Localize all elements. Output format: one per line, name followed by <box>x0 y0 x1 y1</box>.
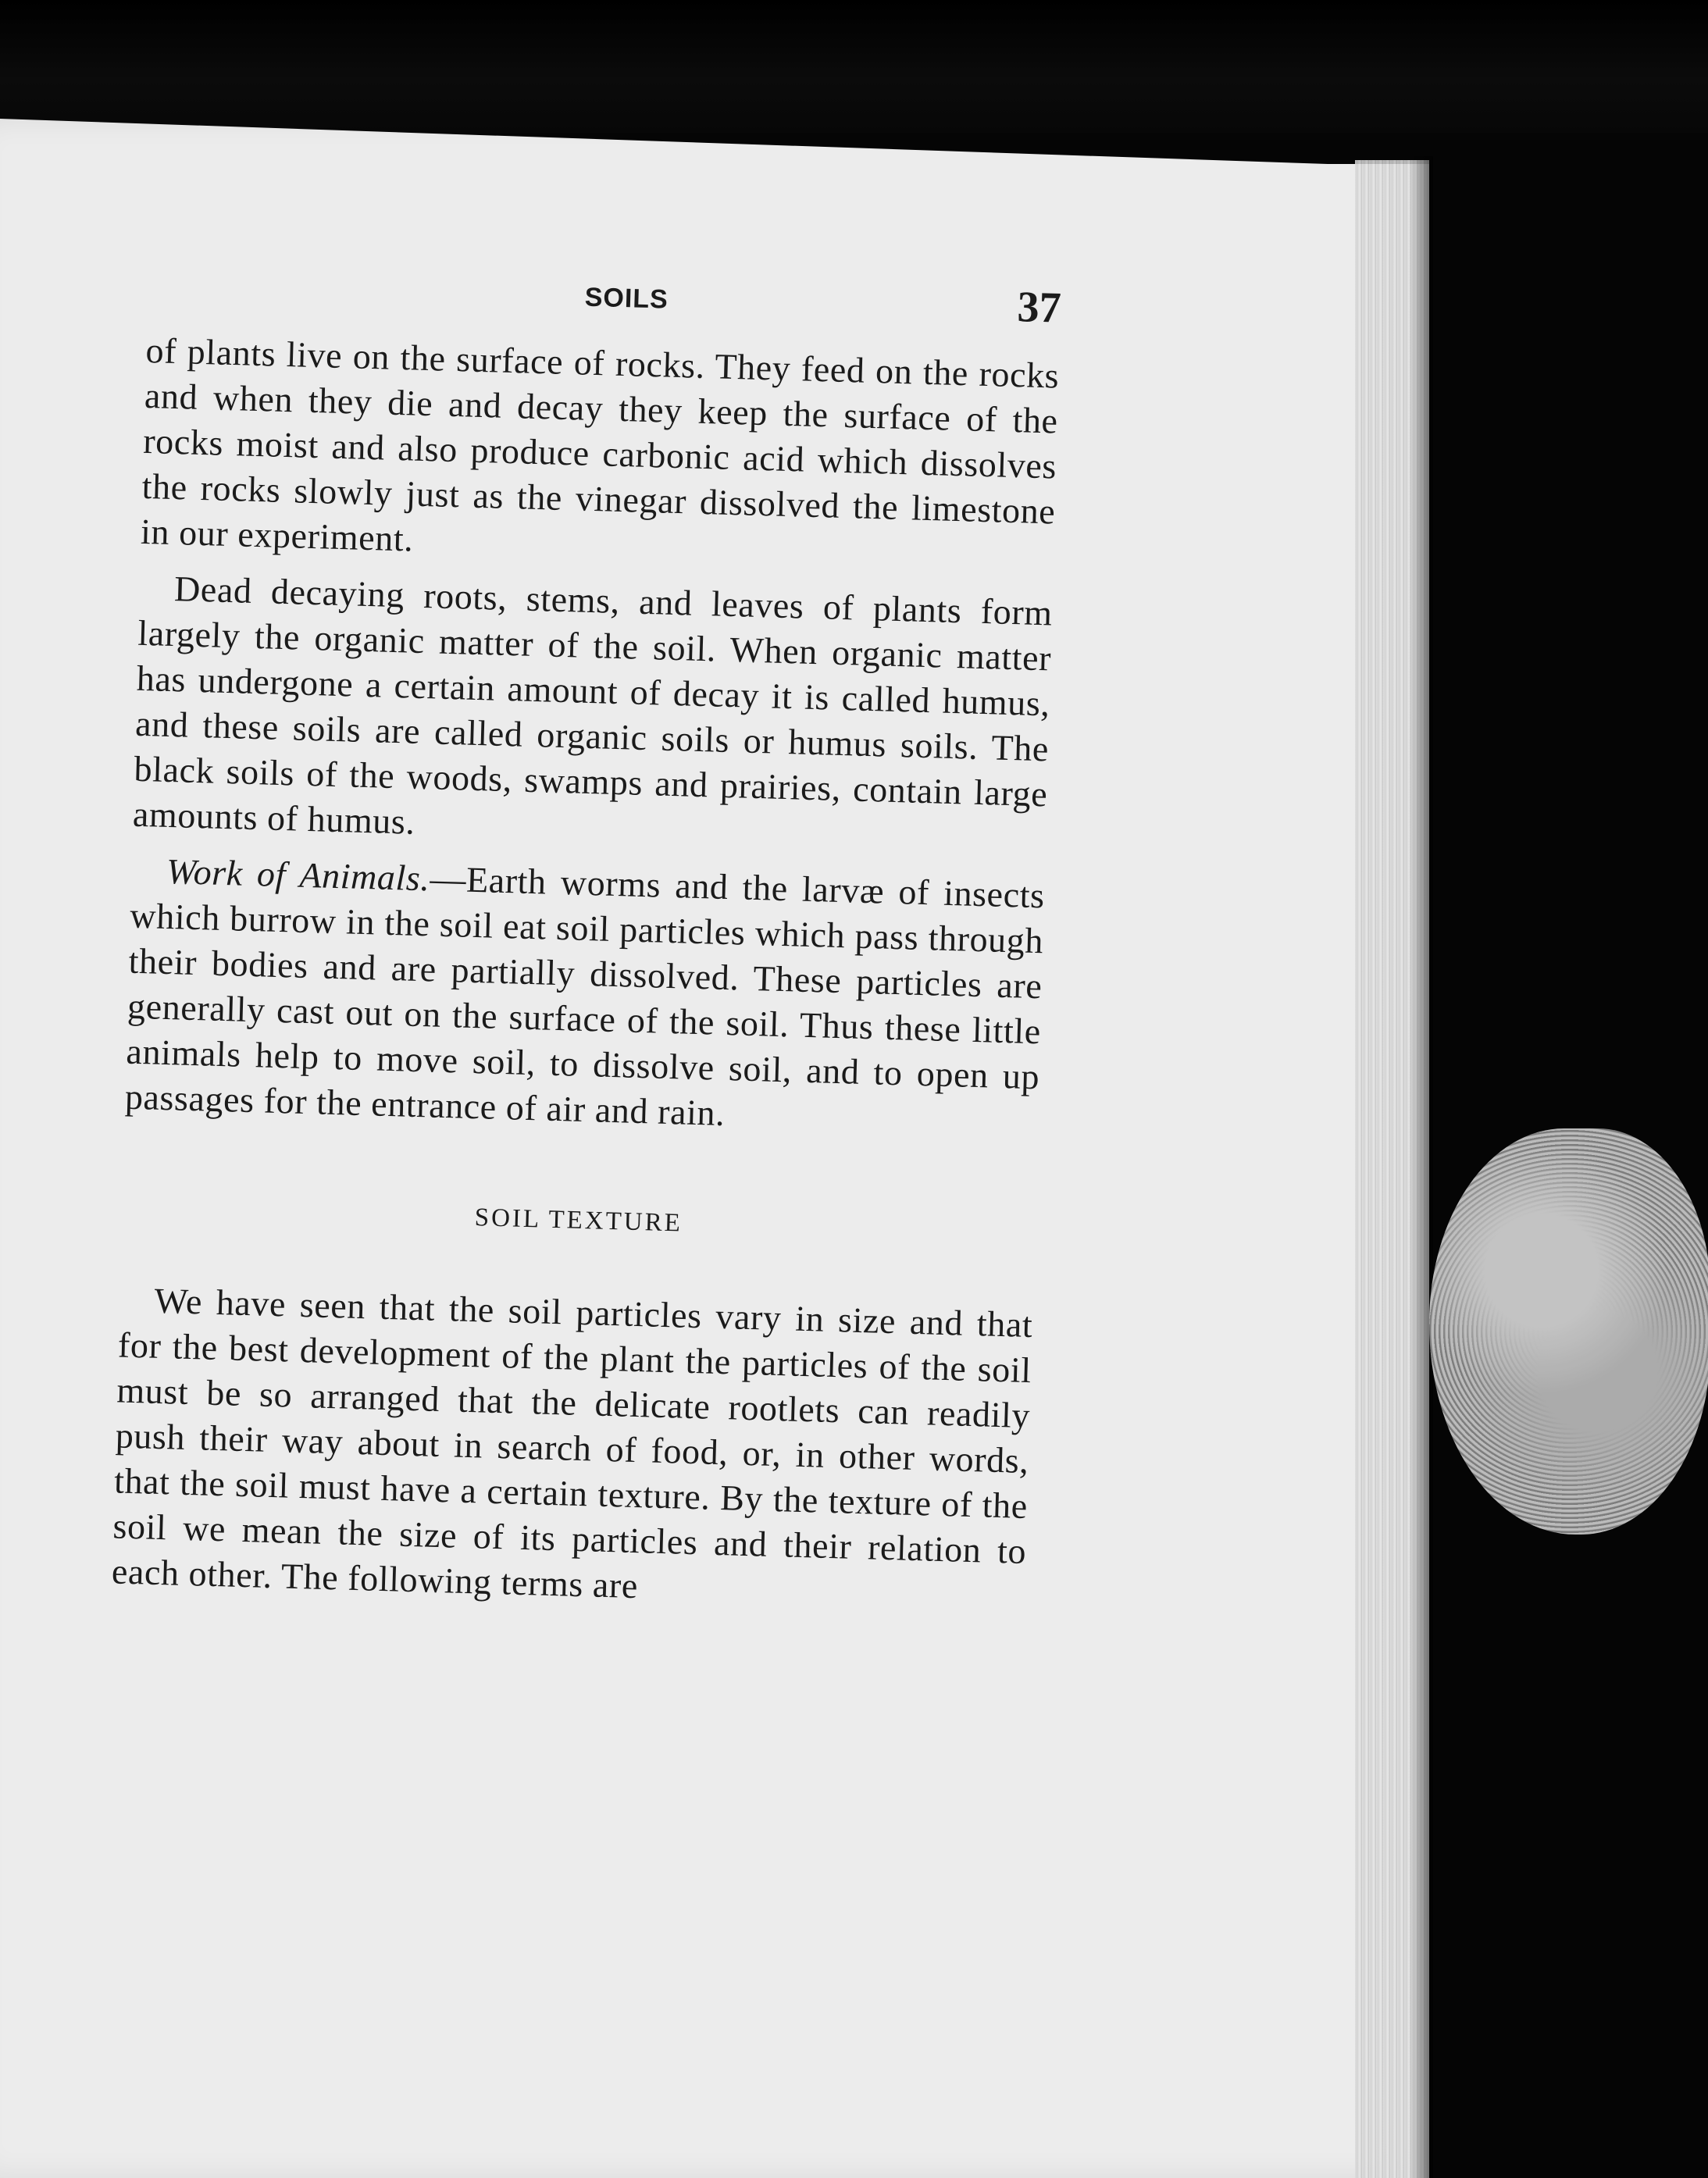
page-edge-shadow <box>1410 156 1433 2178</box>
animals-heading: Work of Animals. <box>166 850 431 899</box>
page-content <box>111 258 1062 1631</box>
scan-background <box>0 0 1708 133</box>
section-heading: SOIL TEXTURE <box>474 1203 683 1238</box>
paragraph-animals <box>124 848 1045 1146</box>
animals-body: —Earth worms and the larvæ of insects which burrow in the soil eat soil particles which pass through their bodies and are partially dissolved. These particles are generally cast out on the surface of the soil. Thus these little animals help to move soil, to dissolve soil, and to open up passages for the entrance of air and rain. <box>124 858 1046 1134</box>
paragraph-soil-texture: We have seen that the soil particles vary in size and that for the best development of the plant the particles of the soil must be so arranged that the delicate rootlets can readily push their way about in search of food, or, in other words, that the soil must have a certain texture. By the texture of the soil we mean the size of its particles and their relation to each other. The following terms are <box>111 1280 1033 1606</box>
stain-mark <box>1429 1128 1708 1535</box>
running-title: SOILS <box>584 282 669 315</box>
paragraph-rocks: of plants live on the surface of rocks. They feed on the rocks and when they die and decay they keep the surface of the rocks moist and also produce carbonic acid which dissolves the rocks slowly just as the vinegar dissolved the limestone in our experiment. <box>140 330 1060 559</box>
paragraph-organic-matter: Dead decaying roots, stems, and leaves of plants form largely the organic matter of the soil. When organic matter has undergone a certain amount of decay it is called humus, and these soils are called organic soils or humus soils. The black soils of the woods, swamps and prairies, contain large amounts of humus. <box>132 569 1054 842</box>
page-number: 37 <box>1016 283 1062 333</box>
